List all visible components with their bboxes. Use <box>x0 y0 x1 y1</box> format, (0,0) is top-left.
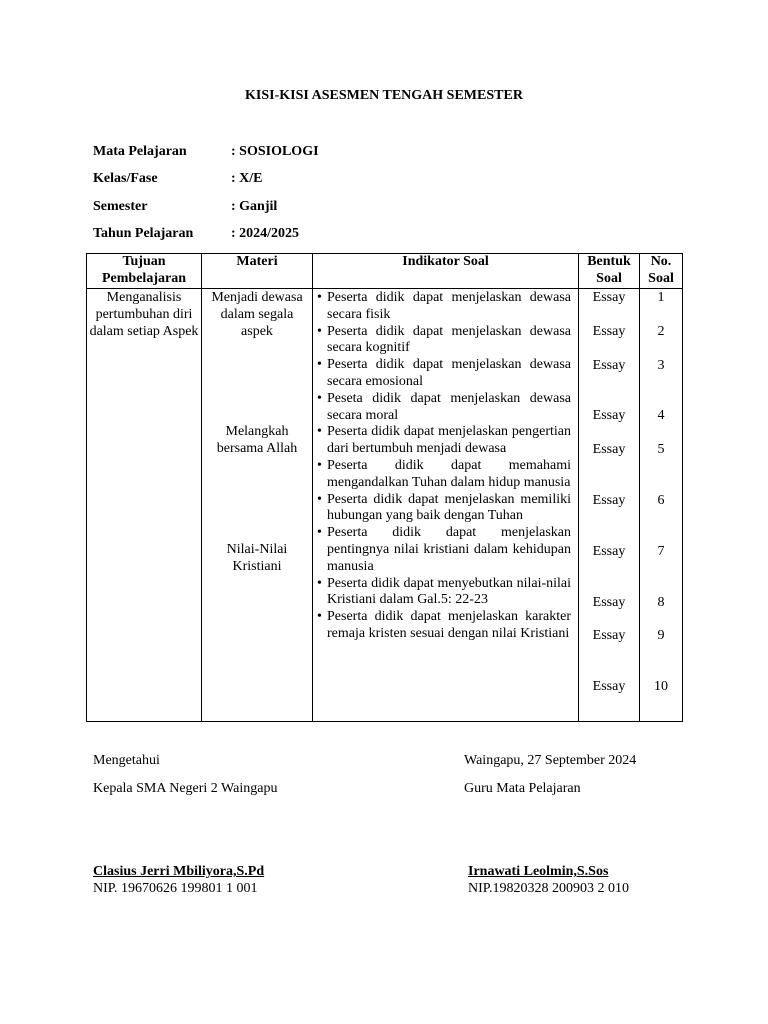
info-value: : X/E <box>231 171 263 186</box>
indikator-item: • Peserta didik dapat menjelaskan karakter remaja kristen sesuai dengan nilai Kristiani <box>315 609 571 643</box>
header-indikator: Indikator Soal <box>313 254 579 289</box>
materi-item: Menjadi dewasa dalam segala aspek <box>211 290 303 339</box>
header-bentuk: Bentuk Soal <box>579 254 640 289</box>
indikator-item: • Peserta didik dapat menjelaskan memiliki hubungan yang baik dengan Tuhan <box>315 492 571 526</box>
no-item: 6 <box>657 492 665 508</box>
indikator-item: • Peserta didik dapat menjelaskan dewasa secara fisik <box>315 290 571 324</box>
bentuk-item: Essay <box>592 290 626 305</box>
no-item: 5 <box>657 442 665 458</box>
info-value: : SOSIOLOGI <box>231 144 319 159</box>
indikator-item: • Peserta didik dapat menjelaskan dewasa secara emosional <box>315 357 571 391</box>
cell-materi <box>202 289 313 722</box>
no-item: 4 <box>657 408 665 424</box>
info-key: Semester <box>93 199 148 214</box>
info-key: Mata Pelajaran <box>93 144 187 159</box>
info-value: : 2024/2025 <box>231 226 300 241</box>
bentuk-item: Essay <box>592 357 626 373</box>
cell-no <box>640 289 683 722</box>
no-item: 2 <box>657 323 665 339</box>
sig-right-place-date: Waingapu, 27 September 2024 <box>464 753 637 768</box>
header-no: No. Soal <box>640 254 683 289</box>
info-key: Kelas/Fase <box>93 171 158 186</box>
no-item: 7 <box>657 543 665 559</box>
cell-indikator <box>313 289 579 722</box>
materi-item: Melangkah bersama Allah <box>216 424 298 457</box>
cell-tujuan: Menganalisis pertumbuhan diri dalam setiap Aspek <box>87 289 202 722</box>
bentuk-item: Essay <box>592 492 626 508</box>
indikator-item: • Peserta didik dapat menyebutkan nilai-nilai Kristiani dalam Gal.5: 22-23 <box>315 576 571 610</box>
document-title: KISI-KISI ASESMEN TENGAH SEMESTER <box>245 88 523 103</box>
indikator-item: • Peserta didik dapat menjelaskan pentingnya nilai kristiani dalam kehidupan manusia <box>315 525 571 575</box>
kisi-table <box>86 253 683 722</box>
header-materi: Materi <box>202 254 313 289</box>
sig-left-name: Clasius Jerri Mbiliyora,S.Pd <box>93 864 265 879</box>
no-item: 8 <box>657 594 665 610</box>
sig-left-nip: NIP. 19670626 199801 1 001 <box>93 881 258 896</box>
info-value: : Ganjil <box>231 199 278 214</box>
header-tujuan: Tujuan Pembelajaran <box>87 254 202 289</box>
indikator-item: • Peserta didik dapat memahami mengandalkan Tuhan dalam hidup manusia <box>315 458 571 492</box>
indikator-item: • Peseta didik dapat menjelaskan dewasa secara moral <box>315 391 571 425</box>
no-item: 10 <box>654 679 668 695</box>
sig-right-nip: NIP.19820328 200903 2 010 <box>468 881 630 896</box>
bentuk-item: Essay <box>592 408 626 424</box>
bentuk-item: Essay <box>592 442 626 458</box>
sig-right-name: Irnawati Leolmin,S.Sos <box>468 864 609 879</box>
no-item: 3 <box>657 357 665 373</box>
no-item: 9 <box>657 628 665 644</box>
bentuk-item: Essay <box>592 543 626 559</box>
bentuk-item: Essay <box>592 594 626 610</box>
bentuk-item: Essay <box>592 323 626 339</box>
sig-left-role: Kepala SMA Negeri 2 Waingapu <box>93 781 278 796</box>
materi-item: Nilai-Nilai Kristiani <box>226 541 288 574</box>
cell-bentuk <box>579 289 640 722</box>
bentuk-item: Essay <box>592 679 626 695</box>
bentuk-item: Essay <box>592 628 626 644</box>
indikator-item: • Peserta didik dapat menjelaskan pengertian dari bertumbuh menjadi dewasa <box>315 424 571 458</box>
indikator-item: • Peserta didik dapat menjelaskan dewasa secara kognitif <box>315 324 571 358</box>
sig-right-role: Guru Mata Pelajaran <box>464 781 581 796</box>
sig-left-acknowledge: Mengetahui <box>93 753 160 768</box>
info-key: Tahun Pelajaran <box>93 226 194 241</box>
no-item: 1 <box>657 290 665 305</box>
